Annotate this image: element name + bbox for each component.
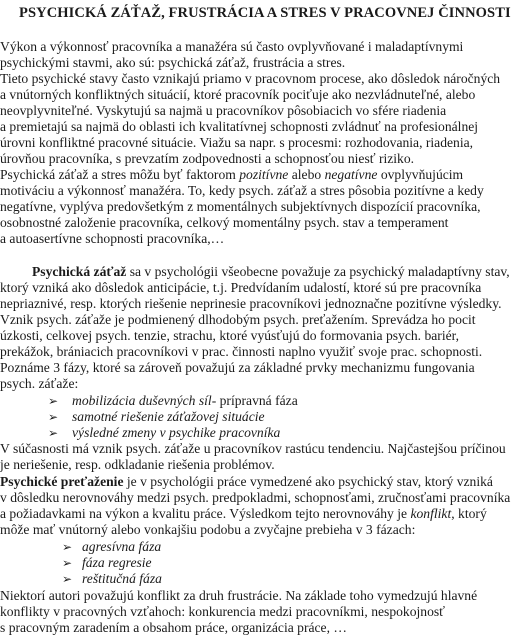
para2-line-3: negatívne, vyplýva predovšetkým z momentálnych subjektívnych dispozícií pracovníka, <box>0 199 481 214</box>
para1-line-7: úrovni konfliktné pracovné situácie. Viažu sa napr. s procesmi: rozhodovania, riadenia, <box>0 135 474 150</box>
phase1-item-1-text: mobilizácia duševných síl <box>72 393 212 408</box>
para4-line-2: je neriešenie, resp. odkladanie riešenia problémov. <box>0 457 275 472</box>
bullet-arrow-icon: ➢ <box>62 540 73 554</box>
para2-line-2: motiváciu a výkonnosť manažéra. To, kedy psych. záťaž a stres pôsobia pozitívne a kedy <box>0 183 484 198</box>
para2-text-b: alebo <box>288 167 325 182</box>
para3-line-1 <box>32 264 510 280</box>
para3-line-4: Vznik psych. záťaže je podmienený dlhodobým psych. preťažením. Sprevádza ho pocit <box>0 312 476 327</box>
para1-line-5: neovplyvniteľné. Vyskytujú sa najmä u pracovníkov pôsobiacich vo sfére riadenia <box>0 103 447 118</box>
para2-line-4: osobnostné založenie pracovníka, celkový momentálny psych. stav a temperament <box>0 215 449 230</box>
para2-line-5: a autoasertívne schopnosti pracovníka,… <box>0 231 225 246</box>
para3-line-7: Poznáme 3 fázy, ktoré sa zároveň považujú za základné prvky mechanizmu fungovania <box>0 360 475 375</box>
para1-line-6: a premietajú sa najmä do oblasti ich kvalitatívnej schopnosti zvládnuť na profesionálnej <box>0 119 479 134</box>
bullet-arrow-icon: ➢ <box>62 572 73 586</box>
para3-line-2: ktorý vzniká ako dôsledok anticipácie, t.j. Predvídaním udalostí, ktoré sú pre pracovníka <box>0 280 482 295</box>
para1-line-2: psychickými stavmi, ako sú: psychická záťaž, frustrácia a stres. <box>0 55 346 70</box>
phase1-item-2 <box>48 409 265 425</box>
para3-line-6: prekážok, brániacich pracovníkovi v prac. činnosti naplno využiť svoje prac. schopnosti. <box>0 344 483 359</box>
phase2-item-3-text: reštitučná fáza <box>82 571 162 586</box>
phase2-item-1 <box>62 539 161 555</box>
phase2-item-2 <box>62 555 152 571</box>
para5-line-4: môže mať vnútorný alebo vonkajšiu podobu a zvyčajne prebieha v 3 fázach: <box>0 522 416 537</box>
bullet-arrow-icon: ➢ <box>48 426 59 440</box>
phase2-item-1-text: agresívna fáza <box>82 539 162 554</box>
para2-emph-positive: pozitívne <box>239 167 289 182</box>
para3-term-psych-load: Psychická záťaž <box>32 264 127 279</box>
para5-line-1 <box>0 474 493 490</box>
para5-text-a: a požiadavkami na výkon a kvalitu práce. Výsledkom tejto nerovnováhy je <box>0 506 411 521</box>
para5-line-2: v dôsledku nerovnováhy medzi psych. predpokladmi, schopnosťami, zručnosťami pracovníka <box>0 490 511 505</box>
document-title: PSYCHICKÁ ZÁŤAŽ, FRUSTRÁCIA A STRES V PRACOVNEJ ČINNOSTI <box>19 5 511 21</box>
para6-line-2: konflikty v pracovných vzťahoch: konkurencia medzi pracovníkmi, nespokojnosť <box>0 604 445 619</box>
para3-line-3: nepriaznivé, resp. ktorých riešenie neprinesie pracovníkovi jednoznačne pozitívne výsledky. <box>0 296 502 311</box>
phase1-item-3-text: výsledné zmeny v psychike pracovníka <box>72 425 281 440</box>
phase1-item-3 <box>48 425 280 441</box>
para5-line-3 <box>0 506 487 522</box>
para2-text-c: ovplyvňujúcim <box>377 167 464 182</box>
para5-emph-conflict: konflikt <box>410 506 452 521</box>
para2-emph-negative: negatívne <box>324 167 378 182</box>
phase1-item-1-suffix: - prípravná fáza <box>211 393 298 408</box>
phase2-item-2-text: fáza regresie <box>82 555 152 570</box>
para2-line-1 <box>0 167 463 183</box>
para6-line-1: Niektorí autori považujú konflikt za druh frustrácie. Na základe toho vymedzujú hlavné <box>0 588 478 603</box>
phase1-item-2-text: samotné riešenie záťažovej situácie <box>72 409 265 424</box>
phase1-item-1 <box>48 393 298 409</box>
para1-line-3: Tieto psychické stavy často vznikajú priamo v pracovnom procese, ako dôsledok náročných <box>0 71 501 86</box>
para2-text-a: Psychická záťaž a stres môžu byť faktorom <box>0 167 240 182</box>
para3-line-8: psych. záťaže: <box>0 376 79 391</box>
bullet-arrow-icon: ➢ <box>62 556 73 570</box>
phase2-item-3 <box>62 571 162 587</box>
para5-text-b: , ktorý <box>451 506 487 521</box>
para3-line-5: úzkosti, celkovej psych. tenzie, strachu, ktoré vyúsťujú do formovania psych. bariér, <box>0 328 460 343</box>
para5-lead-text: je v psychológii práce vymedzené ako psychický stav, ktorý vzniká <box>123 474 493 489</box>
bullet-arrow-icon: ➢ <box>48 394 59 408</box>
para6-line-3: s pracovným zaradením a obsahom práce, organizácia práce, … <box>0 620 347 635</box>
bullet-arrow-icon: ➢ <box>48 410 59 424</box>
para1-line-4: a vnútorných konfliktných situácií, ktoré pracovník pociťuje ako nezvládnuteľné, alebo <box>0 87 476 102</box>
para3-lead-text: sa v psychológii všeobecne považuje za psychický maladaptívny stav, <box>126 264 510 279</box>
para4-line-1: V súčasnosti má vznik psych. záťaže u pracovníkov rastúcu tendenciu. Najčastejšou príčinou <box>0 441 506 456</box>
para5-term-psych-overload: Psychické preťaženie <box>0 474 124 489</box>
para1-line-8: úrovňou pracovníka, s prevzatím zodpovednosti a schopnosťou niesť riziko. <box>0 151 415 166</box>
para1-line-1: Výkon a výkonnosť pracovníka a manažéra sú často ovplyvňované i maladaptívnymi <box>0 39 464 54</box>
